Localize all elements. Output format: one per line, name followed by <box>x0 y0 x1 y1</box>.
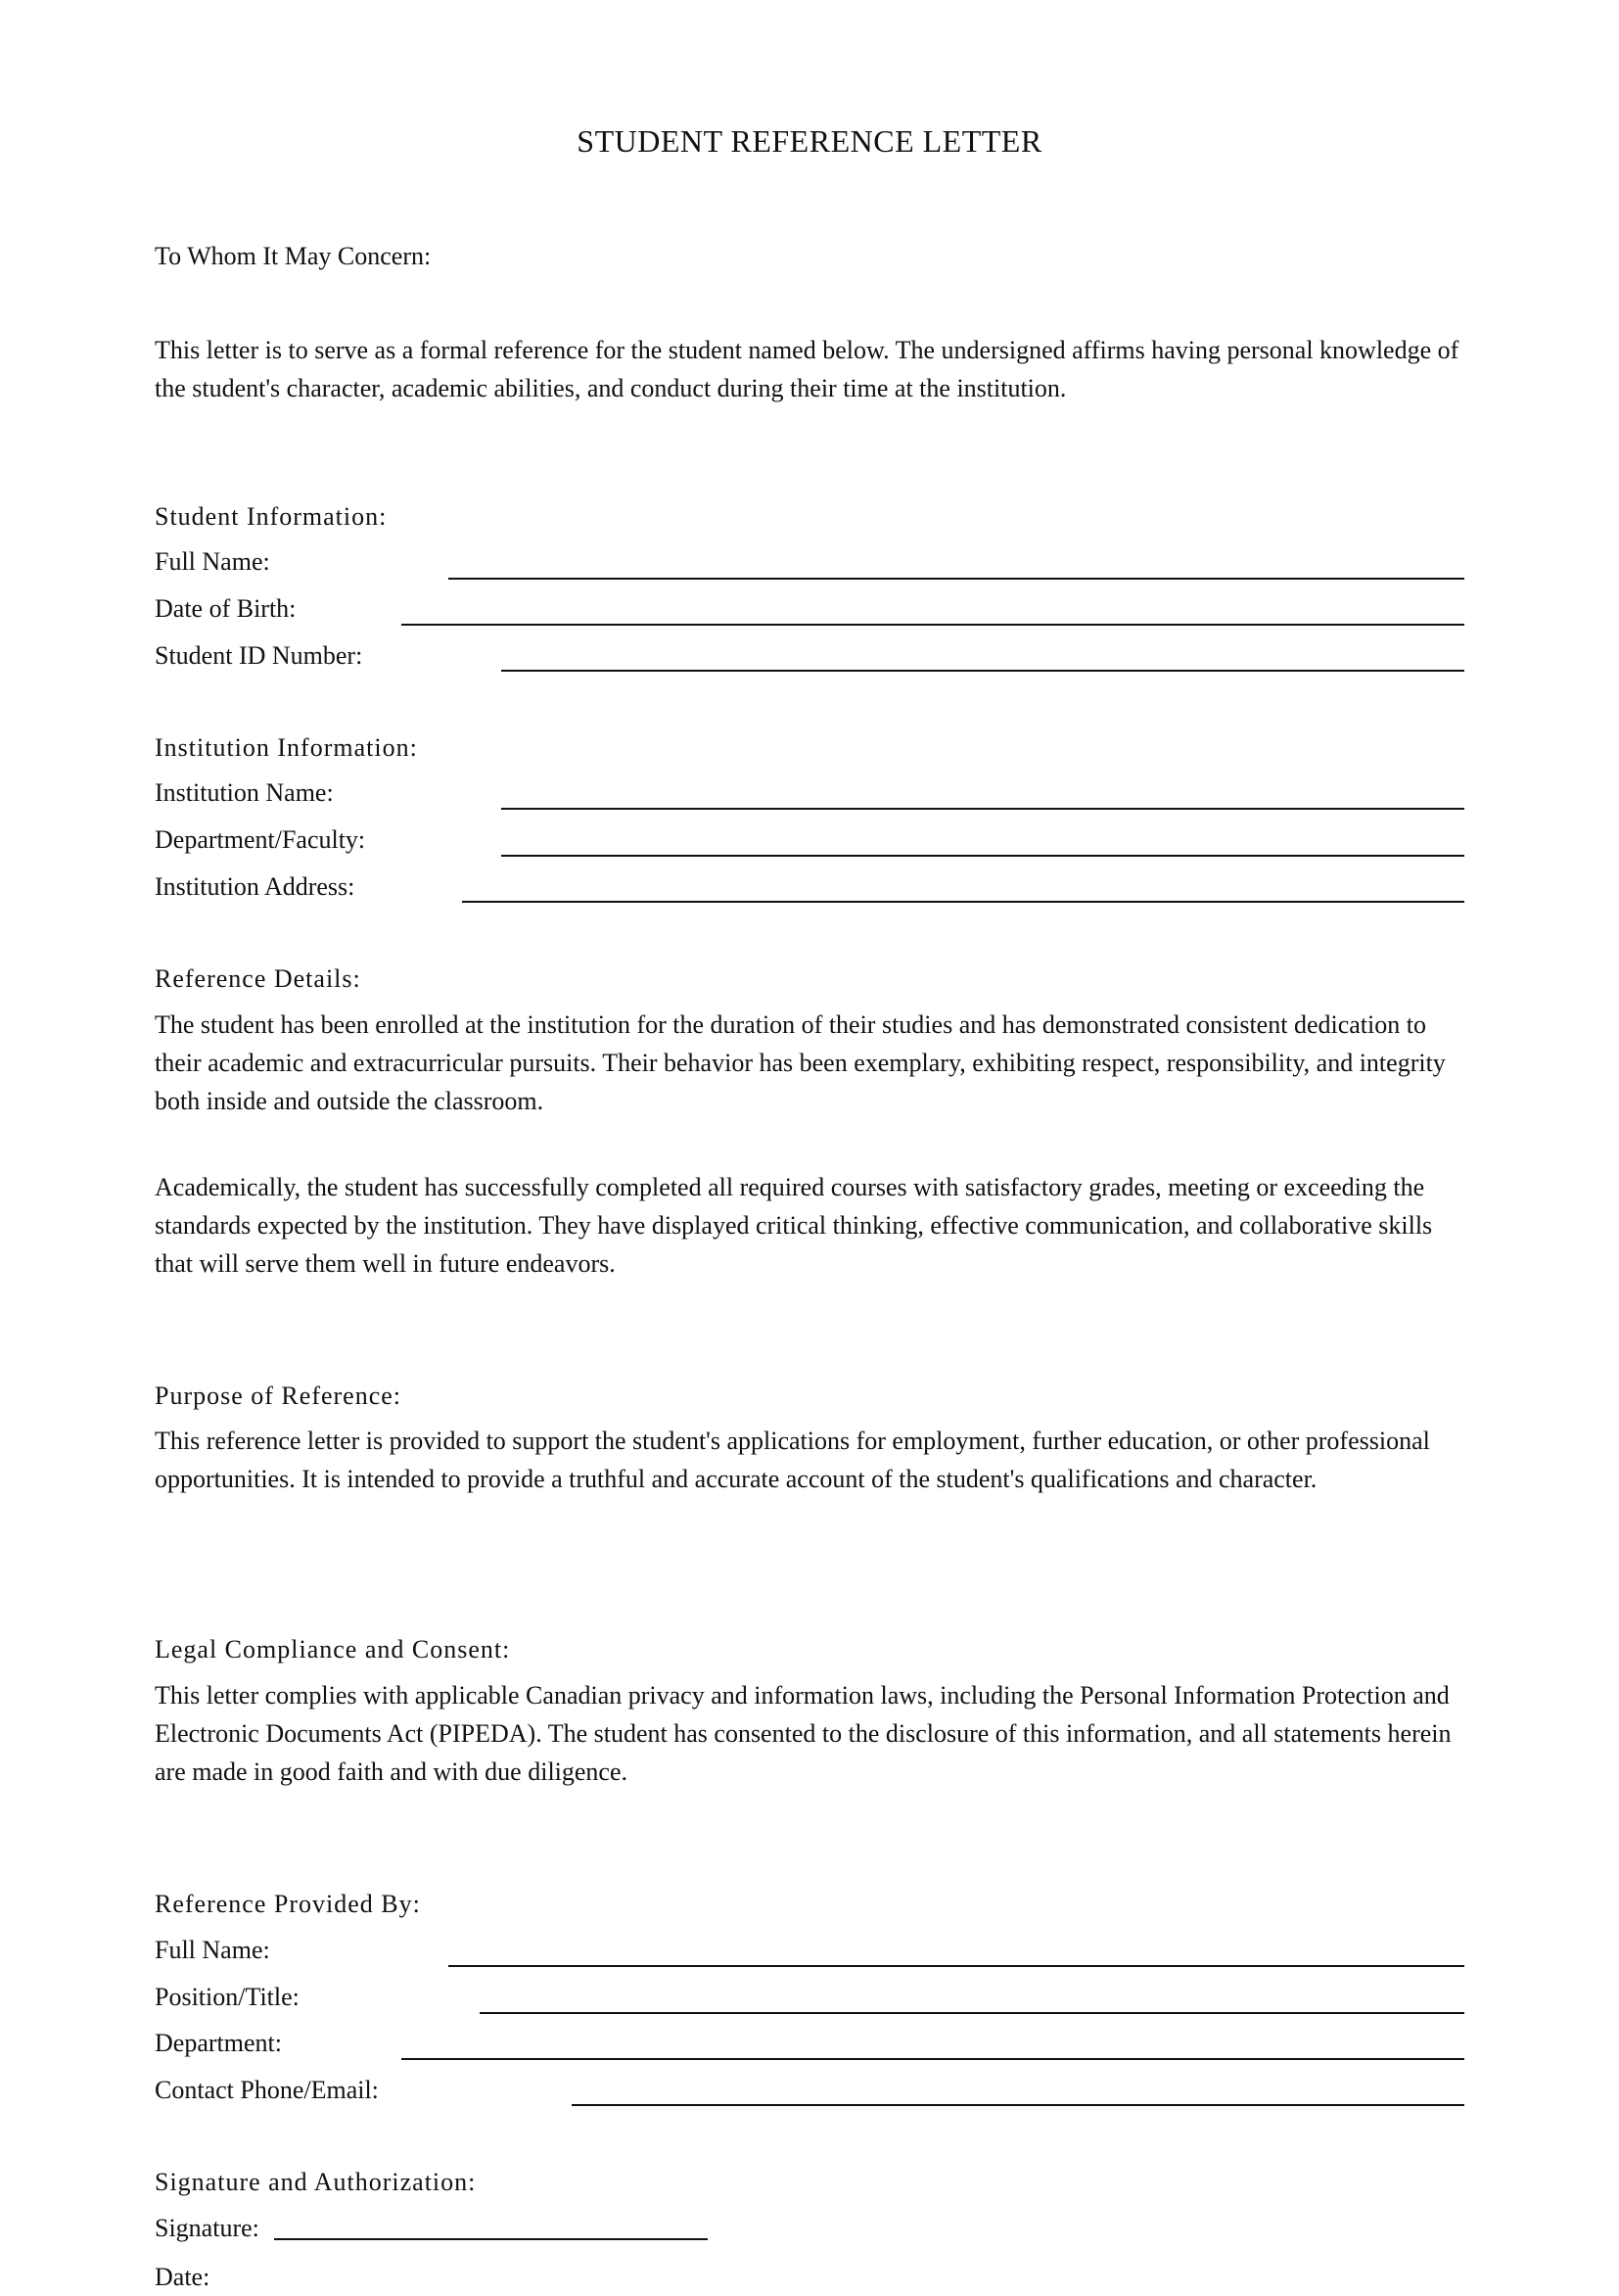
intro-paragraph: This letter is to serve as a formal reference for the student named below. The undersigned affirms having personal knowledge of the student's character, academic abilities, and conduct during their time at the institution. <box>155 336 1459 402</box>
purpose-heading: Purpose of Reference: <box>155 1382 402 1410</box>
legal-paragraph: This letter complies with applicable Canadian privacy and information laws, including the Personal Information Protection and Electronic Documents Act (PIPEDA). The student has consented to the disclosure of this information, and all statements herein are made in good faith and with due diligence. <box>155 1681 1452 1786</box>
student-dob-label: Date of Birth: <box>155 594 297 623</box>
department-faculty-field[interactable] <box>501 855 1464 857</box>
legal-heading: Legal Compliance and Consent: <box>155 1635 511 1663</box>
student-id-field[interactable] <box>501 670 1464 672</box>
salutation: To Whom It May Concern: <box>155 242 432 270</box>
signature-label: Signature: <box>155 2214 259 2242</box>
provider-heading: Reference Provided By: <box>155 1890 421 1918</box>
provider-full-name-field[interactable] <box>448 1965 1464 1967</box>
document-title: STUDENT REFERENCE LETTER <box>577 123 1042 159</box>
student-full-name-label: Full Name: <box>155 547 270 576</box>
date-label: Date: <box>155 2263 210 2291</box>
department-faculty-label: Department/Faculty: <box>155 825 366 854</box>
institution-name-field[interactable] <box>501 808 1464 810</box>
institution-address-field[interactable] <box>462 901 1464 903</box>
reference-details-paragraph-2: Academically, the student has successfully completed all required courses with satisfactory grades, meeting or exceeding the standards expected by the institution. They have displayed critical thinking, effective communication, and collaborative skills that will serve them well in future endeavors. <box>155 1173 1433 1278</box>
provider-full-name-label: Full Name: <box>155 1936 270 1964</box>
purpose-paragraph: This reference letter is provided to support the student's applications for employment, further education, or other professional opportunities. It is intended to provide a truthful and accurate account of the student's qualifications and character. <box>155 1427 1430 1493</box>
institution-address-label: Institution Address: <box>155 872 355 901</box>
reference-details-paragraph-1: The student has been enrolled at the institution for the duration of their studies and has demonstrated consistent dedication to their academic and extracurricular pursuits. Their behavior has been exemplary, exhibiting respect, responsibility, and integrity both inside and outside the classroom. <box>155 1010 1446 1115</box>
student-full-name-field[interactable] <box>448 578 1464 580</box>
student-dob-field[interactable] <box>401 624 1464 626</box>
provider-contact-label: Contact Phone/Email: <box>155 2076 379 2104</box>
provider-position-label: Position/Title: <box>155 1983 300 2011</box>
provider-position-field[interactable] <box>480 2012 1464 2014</box>
institution-name-label: Institution Name: <box>155 778 334 807</box>
provider-department-field[interactable] <box>401 2058 1464 2060</box>
student-info-heading: Student Information: <box>155 502 388 531</box>
signature-heading: Signature and Authorization: <box>155 2168 477 2196</box>
institution-info-heading: Institution Information: <box>155 733 418 762</box>
provider-contact-field[interactable] <box>572 2104 1464 2106</box>
reference-details-heading: Reference Details: <box>155 964 361 993</box>
provider-department-label: Department: <box>155 2029 282 2057</box>
signature-field[interactable] <box>274 2238 708 2240</box>
student-id-label: Student ID Number: <box>155 641 363 670</box>
